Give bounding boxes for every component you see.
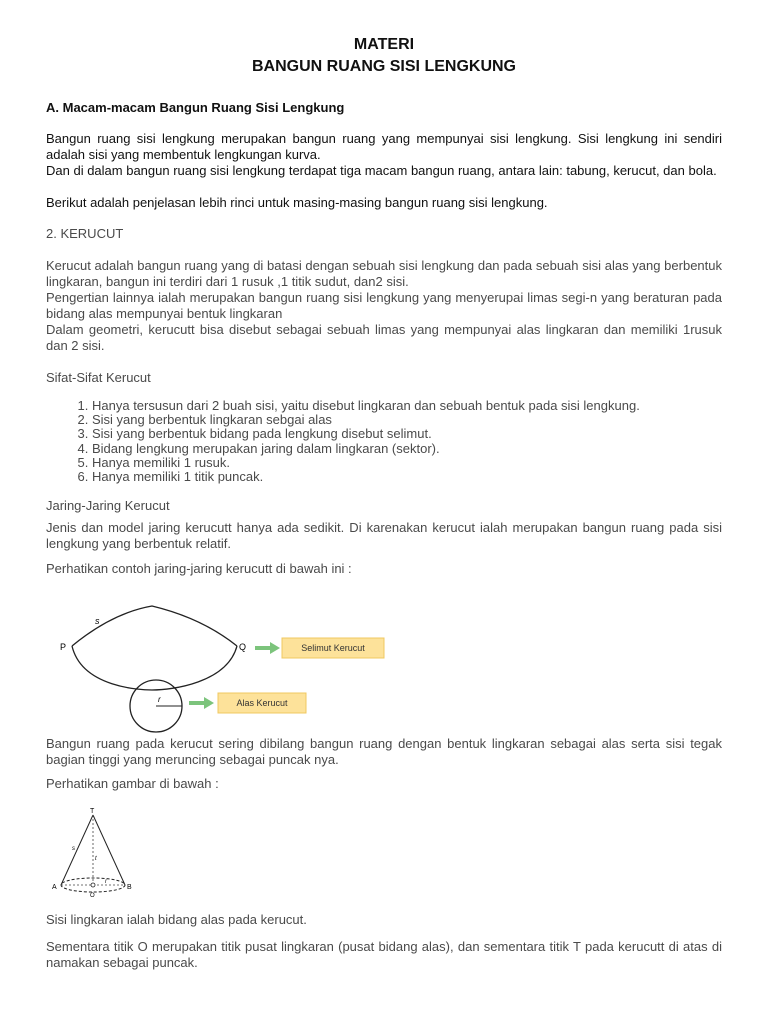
kerucut-definition-2: Pengertian lainnya ialah merupakan bangun ruang sisi lengkung yang menyerupai limas segi-n yang beraturan pada bidang alas mempunyai bentuk lingkaran: [46, 290, 722, 321]
kerucut-heading: 2. KERUCUT: [46, 226, 124, 241]
label-t-height: t: [95, 856, 97, 862]
sifat-item: 3. Sisi yang berbentuk bidang pada lengkung disebut selimut.: [92, 427, 722, 441]
label-p: P: [60, 642, 67, 652]
jaring-heading: Jaring-Jaring Kerucut: [46, 498, 170, 513]
label-t: T: [90, 808, 95, 815]
jaring-instruction: Perhatikan contoh jaring-jaring kerucutt di bawah ini :: [46, 561, 352, 576]
label-o: O: [90, 893, 95, 899]
sifat-list: [46, 399, 722, 484]
label-b: B: [127, 884, 132, 891]
alas-label: Alas Kerucut: [236, 698, 288, 708]
kerucut-definition-3: Dalam geometri, kerucutt bisa disebut sebagai sebuah limas yang mempunyai alas lingkaran dan memiliki 1rusuk dan 2 sisi.: [46, 322, 722, 353]
cone-side-right: [93, 815, 125, 885]
bangun-paragraph: Bangun ruang pada kerucut sering dibilang bangun ruang dengan bentuk lingkaran sebagai alas serta sisi tegak bagian tinggi yang meruncing sebagai puncak nya.: [46, 736, 722, 767]
sementara-paragraph: Sementara titik O merupakan titik pusat lingkaran (pusat bidang alas), dan sementara titik T pada kerucutt di atas di namakan sebagai puncak.: [46, 939, 722, 970]
sifat-item: 6. Hanya memiliki 1 titik puncak.: [92, 470, 722, 484]
document-title: MATERI: [353, 36, 415, 53]
cone-net-figure: [52, 598, 402, 733]
label-s: s: [95, 616, 100, 626]
label-s: s: [72, 846, 75, 852]
section-a-heading: A. Macam-macam Bangun Ruang Sisi Lengkung: [46, 100, 345, 115]
arrow-selimut: [255, 642, 280, 654]
intro-paragraph-2: Dan di dalam bangun ruang sisi lengkung terdapat tiga macam bangun ruang, antara lain: tabung, kerucut, dan bola.: [46, 163, 717, 178]
intro-paragraph-3: Berikut adalah penjelasan lebih rinci untuk masing-masing bangun ruang sisi lengkung.: [46, 195, 548, 210]
sisi-paragraph: Sisi lingkaran ialah bidang alas pada kerucut.: [46, 912, 307, 927]
cone-side-left: [61, 815, 93, 885]
label-a: A: [52, 884, 57, 891]
sifat-item: 1. Hanya tersusun dari 2 buah sisi, yaitu disebut lingkaran dan sebuah bentuk pada sisi lengkung.: [92, 399, 722, 413]
sifat-item: 2. Sisi yang berbentuk lingkaran sebgai alas: [92, 413, 722, 427]
sector-arc-top: [72, 606, 237, 646]
kerucut-definition-1: Kerucut adalah bangun ruang yang di batasi dengan sebuah sisi lengkung dan pada sebuah sisi alas yang berbentuk lingkaran, bangun ini terdiri dari 1 rusuk ,1 titik sudut, dan2 sisi.: [46, 258, 722, 289]
sector-arc-bottom: [72, 646, 237, 690]
label-q: Q: [239, 642, 247, 652]
selimut-label: Selimut Kerucut: [301, 643, 365, 653]
label-r: r: [158, 695, 161, 704]
cone-figure: [50, 805, 150, 900]
sifat-item: 4. Bidang lengkung merupakan jaring dalam lingkaran (sektor).: [92, 442, 722, 456]
jaring-paragraph: Jenis dan model jaring kerucutt hanya ada sedikit. Di karenakan kerucut ialah merupakan bangun ruang pada sisi lengkung yang berbentuk relatif.: [46, 520, 722, 551]
sifat-item: 5. Hanya memiliki 1 rusuk.: [92, 456, 722, 470]
intro-paragraph-1: Bangun ruang sisi lengkung merupakan bangun ruang yang mempunyai sisi lengkung. Sisi lengkung ini sendiri adalah sisi yang membentuk lengkungan kurva.: [46, 131, 722, 162]
label-r: r: [105, 879, 107, 885]
arrow-alas: [189, 697, 214, 709]
center-o: [91, 883, 95, 887]
sifat-heading: Sifat-Sifat Kerucut: [46, 370, 151, 385]
perhatikan-gambar: Perhatikan gambar di bawah :: [46, 776, 219, 791]
document-subtitle: BANGUN RUANG SISI LENGKUNG: [251, 58, 516, 75]
